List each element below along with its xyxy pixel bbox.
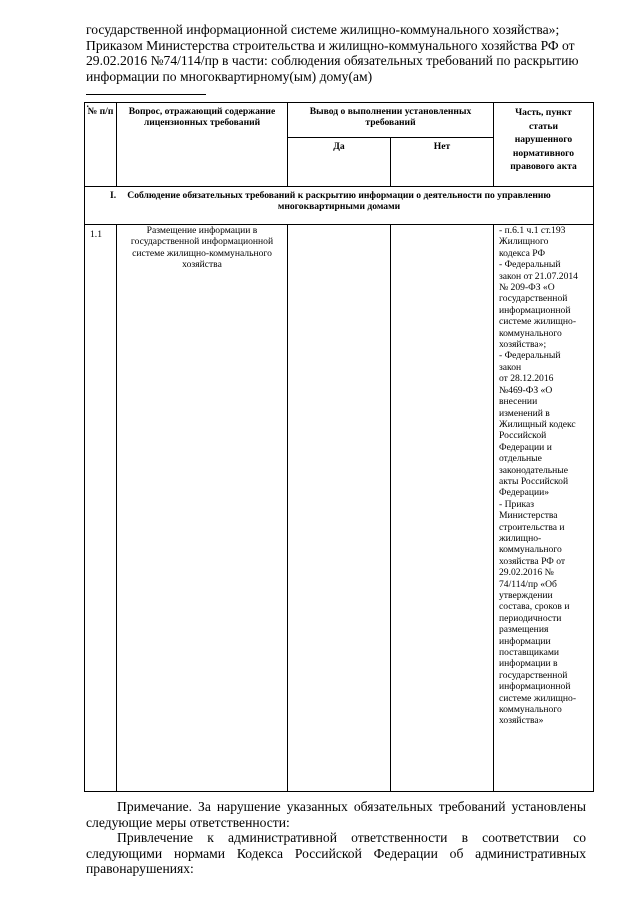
part-line: Жилищного — [499, 236, 549, 248]
part-line: информации в — [499, 658, 558, 670]
part-line: поставщиками — [499, 647, 560, 659]
part-line: изменений в — [499, 407, 550, 419]
part-line: Федерации» — [499, 487, 550, 499]
intro-line-1: государственной информационной системе жилищно-коммунального хозяйства»; — [86, 22, 560, 37]
intro-line-4-text: информации по многоквартирному(ым) дому(ам) — [86, 68, 373, 84]
header-no: Нет — [391, 138, 494, 187]
section-cell — [85, 187, 594, 225]
part-line: 29.02.2016 № — [499, 567, 554, 579]
part-line: информации — [499, 635, 551, 647]
part-line: 74/114/пр «Об — [499, 578, 557, 590]
note-paragraph-2: Привлечение к административной ответственности в соответствии со следующими нормами Кодекса Российской Федерации об административных правонарушениях: — [86, 830, 586, 876]
header-num: № п/п — [85, 103, 117, 187]
part-line: коммунального — [499, 704, 562, 716]
intro-text — [86, 22, 586, 111]
intro-line-4-end: . — [86, 95, 90, 110]
section-heading — [85, 187, 593, 213]
part-line: коммунального — [499, 327, 562, 339]
header-part: Часть, пункт статьи нарушенного нормативного правового акта — [494, 103, 594, 187]
part-line: - Федеральный — [499, 259, 561, 271]
part-line: коммунального — [499, 544, 562, 556]
row-number: 1.1 — [85, 225, 117, 792]
part-line: утверждении — [499, 590, 553, 601]
part-line: размещения — [499, 624, 549, 636]
part-line: строительства и — [499, 521, 565, 533]
part-line: законодательные — [499, 464, 569, 476]
part-line: Российской — [499, 430, 547, 442]
part-line: - п.6.1 ч.1 ст.193 — [499, 225, 566, 236]
part-line: закон — [499, 361, 522, 373]
header-question: Вопрос, отражающий содержание лицензионных требований — [117, 103, 288, 187]
header-yes: Да — [288, 138, 391, 187]
requirements-table — [84, 102, 594, 792]
part-line: государственной — [499, 293, 568, 305]
part-line: №469-ФЗ «О — [499, 384, 553, 396]
part-line: от 28.12.2016 — [499, 373, 554, 385]
row-part — [494, 225, 594, 792]
part-line: внесении — [499, 396, 538, 408]
part-line: Жилищный кодекс — [499, 418, 576, 430]
section-title: Соблюдение обязательных требований к раскрытию информации о деятельности по управлению многоквартирными домами — [127, 190, 551, 213]
part-line: информационной — [499, 681, 571, 693]
note-section — [86, 799, 586, 877]
blank-field — [86, 84, 206, 95]
part-line: периодичности — [499, 612, 562, 624]
section-number: I. — [110, 190, 117, 201]
part-line: акты Российской — [499, 475, 569, 487]
part-line: информационной — [499, 304, 571, 316]
part-line: - Федеральный — [499, 350, 561, 362]
part-line: хозяйства РФ от — [499, 555, 566, 567]
table-row — [85, 225, 594, 792]
part-line: закон от 21.07.2014 — [499, 270, 578, 282]
part-line: системе жилищно- — [499, 316, 577, 328]
part-line: хозяйства»; — [499, 339, 547, 351]
part-line: отдельные — [499, 453, 542, 465]
table-header-row — [85, 103, 594, 138]
part-line: Министерства — [499, 510, 558, 522]
header-conclusion: Вывод о выполнении установленных требований — [288, 103, 494, 138]
part-line: кодекса РФ — [499, 247, 546, 259]
intro-line-2: Приказом Министерства строительства и жилищно-коммунального хозяйства РФ от — [86, 37, 575, 53]
row-yes — [288, 225, 391, 792]
part-line: системе жилищно- — [499, 692, 577, 704]
note-paragraph-1: Примечание. За нарушение указанных обязательных требований установлены следующие меры ответственности: — [86, 799, 586, 830]
row-question: Размещение информации в государственной информационной системе жилищно-коммунального хозяйства — [117, 225, 288, 792]
part-line: жилищно- — [499, 532, 542, 544]
section-row — [85, 187, 594, 225]
part-line: состава, сроков и — [499, 601, 570, 613]
part-line: - Приказ — [499, 498, 535, 510]
part-line: государственной — [499, 669, 568, 681]
row-no — [391, 225, 494, 792]
part-line: хозяйства» — [499, 715, 544, 727]
intro-line-3: 29.02.2016 №74/114/пр в части: соблюдения обязательных требований по раскрытию — [86, 53, 579, 68]
part-line: № 209-ФЗ «О — [499, 282, 555, 294]
part-line: Федерации и — [499, 441, 552, 453]
